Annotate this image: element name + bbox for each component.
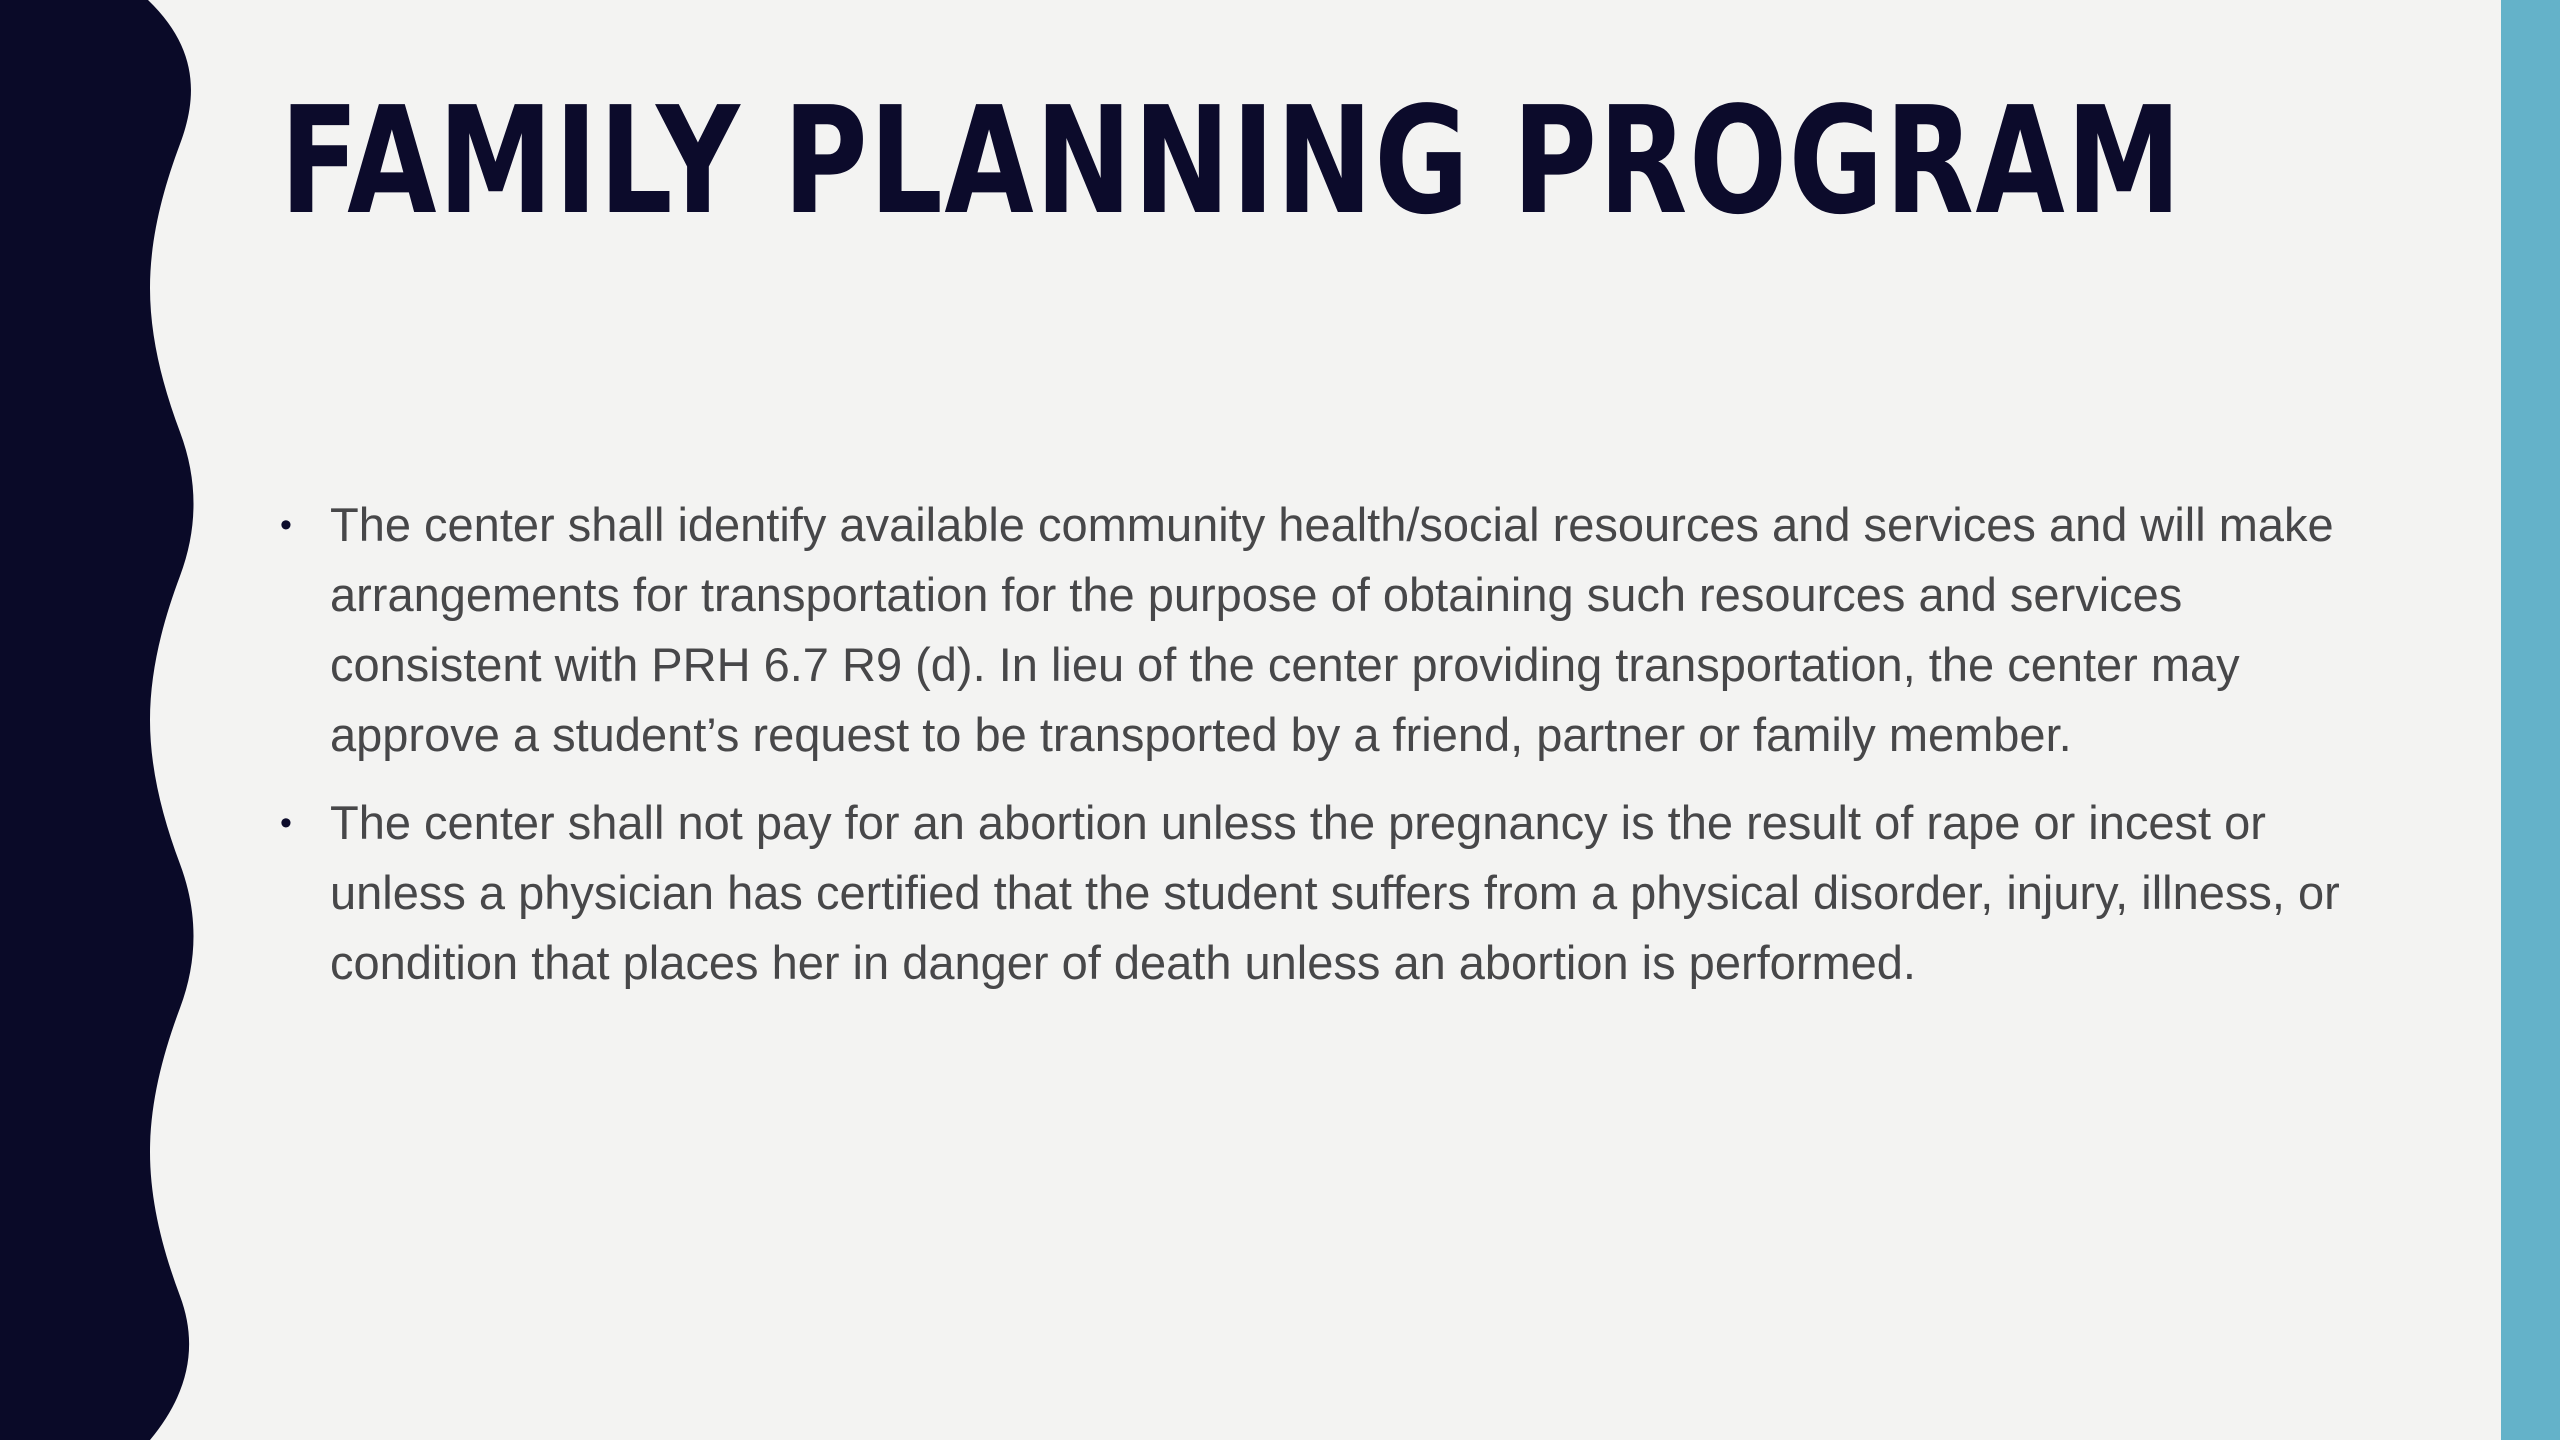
bullet-item xyxy=(280,788,2380,998)
slide-title: FAMILY PLANNING PROGRAM xyxy=(280,75,2183,247)
bullet-list xyxy=(280,490,2380,1016)
bullet-icon: • xyxy=(280,506,292,544)
bullet-icon: • xyxy=(280,804,292,842)
right-accent-bar xyxy=(2501,0,2560,1440)
left-wave-decoration xyxy=(0,0,200,1440)
bullet-item xyxy=(280,490,2380,770)
bullet-text: The center shall not pay for an abortion unless the pregnancy is the result of rape or incest or unless a physician has certified that the student suffers from a physical disorder, injury, illness, or condition that places her in danger of death unless an abortion is performed. xyxy=(330,796,2340,989)
left-wave-shape xyxy=(0,0,194,1440)
bullet-text: The center shall identify available community health/social resources and services and will make arrangements for transportation for the purpose of obtaining such resources and services consistent with PRH 6.7 R9 (d). In lieu of the center providing transportation, the center may approve a student’s request to be transported by a friend, partner or family member. xyxy=(330,498,2334,761)
